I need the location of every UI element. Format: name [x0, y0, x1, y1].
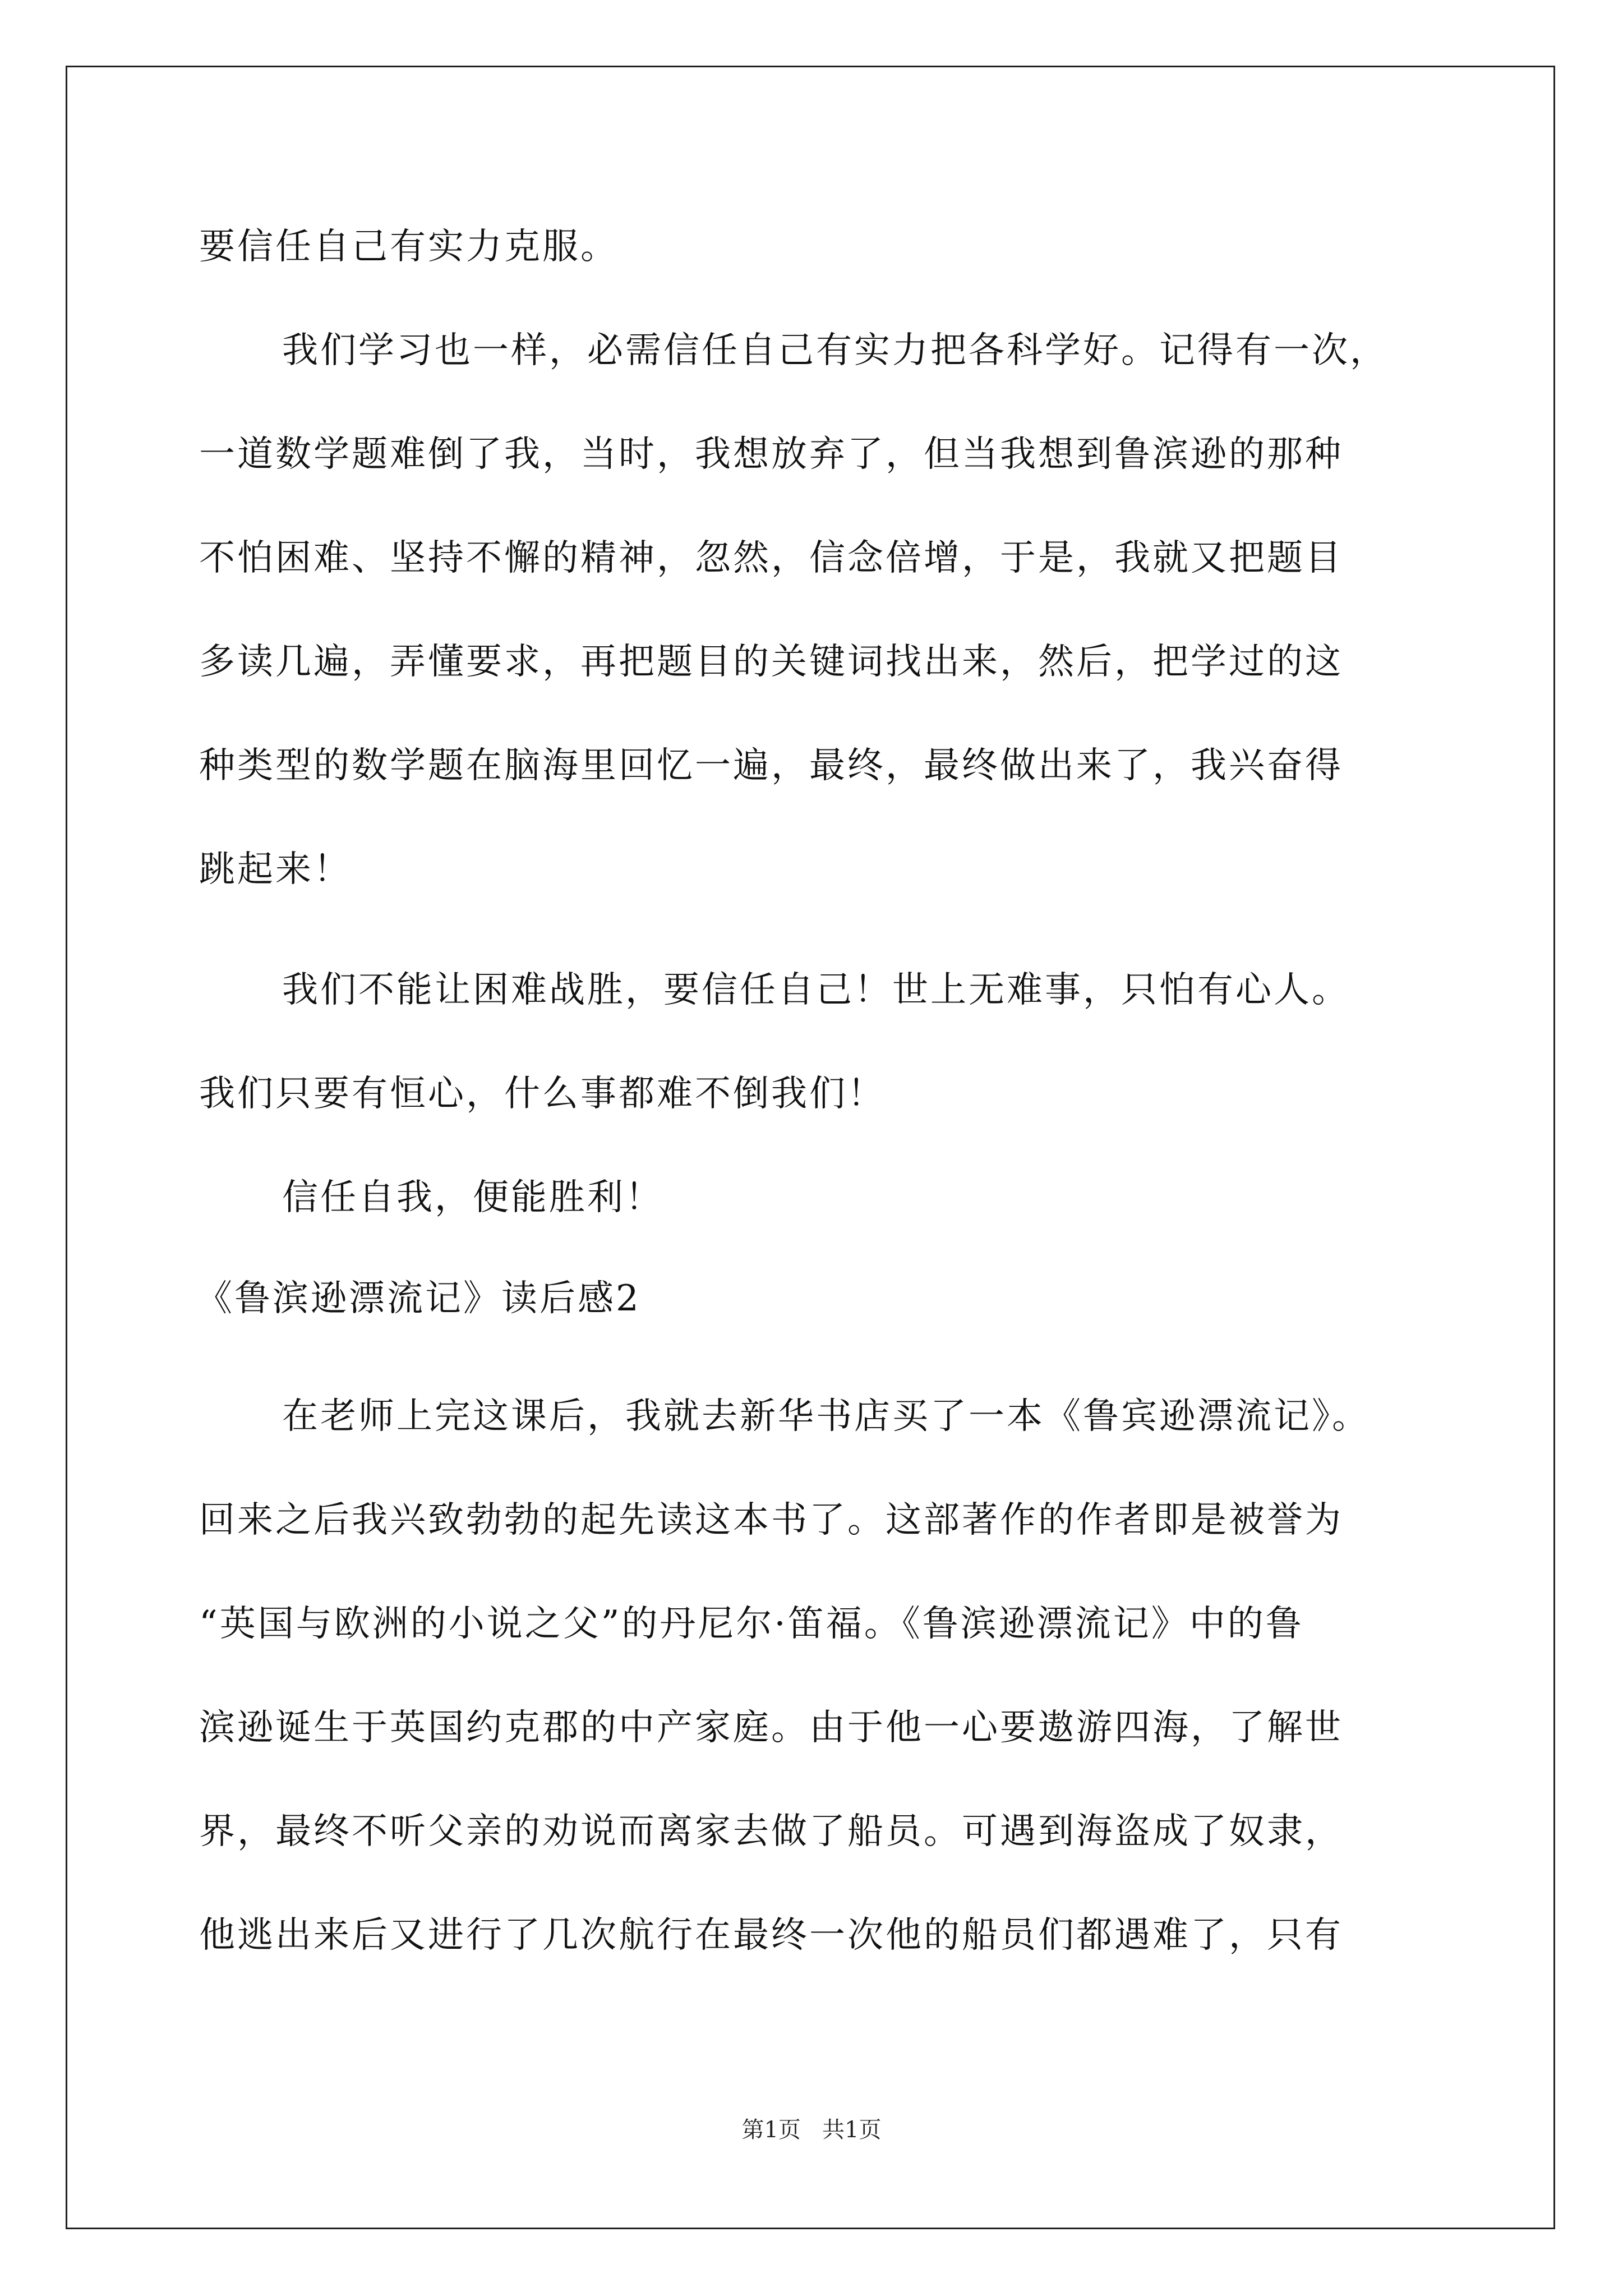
paragraph-start: 我们不能让困难战胜，要信任自己！世上无难事，只怕有心人。 [282, 969, 1350, 1011]
page-border [66, 66, 1555, 2229]
text-line: 他逃出来后又进行了几次航行在最终一次他的船员们都遇难了，只有 [199, 1915, 1343, 1956]
paragraph-start: 在老师上完这课后，我就去新华书店买了一本《鲁宾逊漂流记》。 [282, 1396, 1370, 1437]
text-line: “英国与欧洲的小说之父”的丹尼尔·笛福。《鲁滨逊漂流记》中的鲁 [199, 1603, 1304, 1645]
text-line: 多读几遍，弄懂要求，再把题目的关键词找出来，然后，把学过的这 [199, 641, 1343, 683]
paragraph-start: 信任自我，便能胜利！ [282, 1177, 663, 1218]
text-line: 要信任自己有实力克服。 [199, 226, 619, 268]
text-line: 一道数学题难倒了我，当时，我想放弃了，但当我想到鲁滨逊的那种 [199, 434, 1343, 475]
text-line: 界，最终不听父亲的劝说而离家去做了船员。可遇到海盗成了奴隶， [199, 1811, 1343, 1852]
text-line: 滨逊诞生于英国约克郡的中产家庭。由于他一心要遨游四海，了解世 [199, 1707, 1343, 1749]
text-line: 跳起来！ [199, 849, 352, 890]
text-line: 回来之后我兴致勃勃的起先读这本书了。这部著作的作者即是被誉为 [199, 1499, 1343, 1541]
paragraph-start: 我们学习也一样，必需信任自己有实力把各科学好。记得有一次， [282, 330, 1388, 371]
text-line: 不怕困难、坚持不懈的精神，忽然，信念倍增，于是，我就又把题目 [199, 537, 1343, 579]
page-number-footer: 第1页 共1页 [741, 2117, 882, 2143]
section-heading: 《鲁滨逊漂流记》读后感2 [196, 1278, 641, 1319]
text-line: 我们只要有恒心，什么事都难不倒我们！ [199, 1073, 886, 1115]
text-line: 种类型的数学题在脑海里回忆一遍，最终，最终做出来了，我兴奋得 [199, 745, 1343, 786]
